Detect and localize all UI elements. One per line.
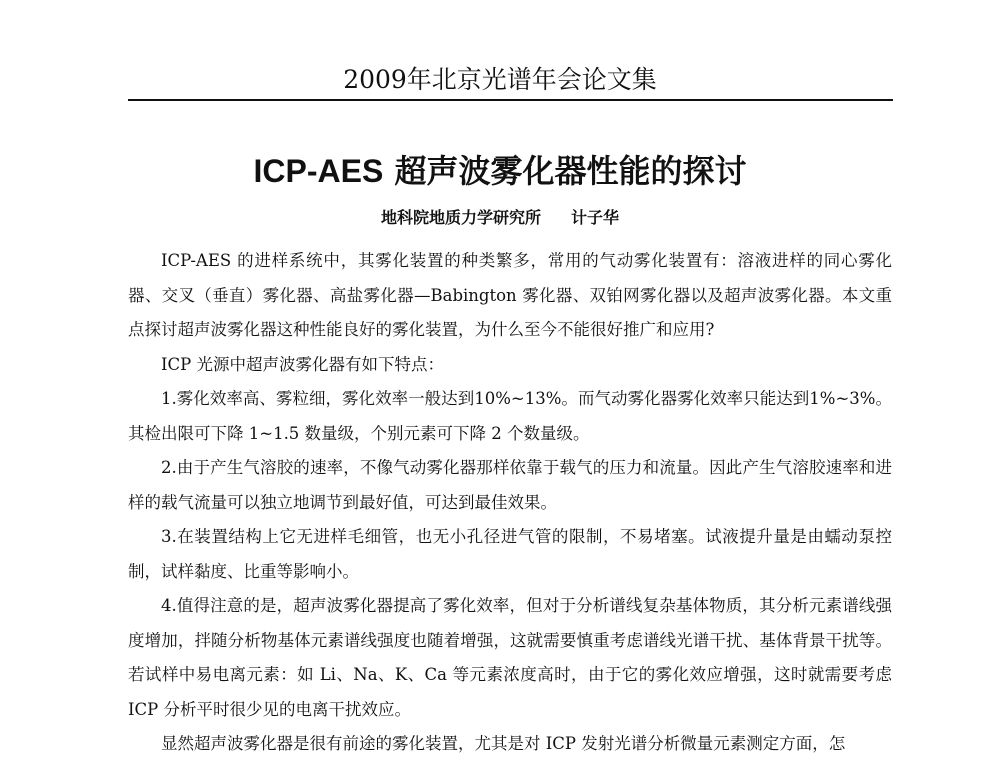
paragraph-point-3: 3.在装置结构上它无进样毛细管，也无小孔径进气管的限制，不易堵塞。试液提升量是由蠕动泵控制，试样黏度、比重等影响小。 [128,527,892,581]
paragraph-features-lead: ICP 光源中超声波雾化器有如下特点： [161,354,444,374]
title-cjk: 超声波雾化器性能的探讨 [383,152,747,190]
paper-title [0,146,1000,192]
paragraph-point-1: 1.雾化效率高、雾粒细，雾化效率一般达到10%~13%。而气动雾化器雾化效率只能达到1%~3%。其检出限可下降 1~1.5 数量级，个别元素可下降 2 个数量级。 [128,389,892,443]
title-latin: ICP-AES [253,153,384,189]
paragraph-intro: ICP-AES 的进样系统中，其雾化装置的种类繁多，常用的气动雾化装置有：溶液进样的同心雾化器、交叉（垂直）雾化器、高盐雾化器—Babington 雾化器、双铂网雾化器以及超声波雾化器。本文重点探讨超声波雾化器这种性能良好的雾化装置，为什么至今不能很好推广和应用? [128,251,892,339]
byline [0,205,1000,228]
running-head: 2009年北京光谱年会论文集 [343,65,657,94]
paragraph-point-2: 2.由于产生气溶胶的速率，不像气动雾化器那样依靠于载气的压力和流量。因此产生气溶胶速率和进样的载气流量可以独立地调节到最好值，可达到最佳效果。 [128,458,892,512]
header-rule [128,99,893,101]
institution: 地科院地质力学研究所 [380,208,541,227]
paragraph-point-4: 4.值得注意的是，超声波雾化器提高了雾化效率，但对于分析谱线复杂基体物质，其分析元素谱线强度增加，拌随分析物基体元素谱线强度也随着增强，这就需要慎重考虑谱线光谱干扰、基体背景干扰等。若试样中易电离元素：如 Li、Na、K、Ca 等元素浓度高时，由于它的雾化效应增强，这时就需要考虑 ICP 分析平时很少见的电离干扰效应。 [128,596,892,719]
body-text [128,244,892,762]
author: 计子华 [571,208,620,227]
paragraph-conclusion: 显然超声波雾化器是很有前途的雾化装置，尤其是对 ICP 发射光谱分析微量元素测定方面，怎 [161,734,846,753]
